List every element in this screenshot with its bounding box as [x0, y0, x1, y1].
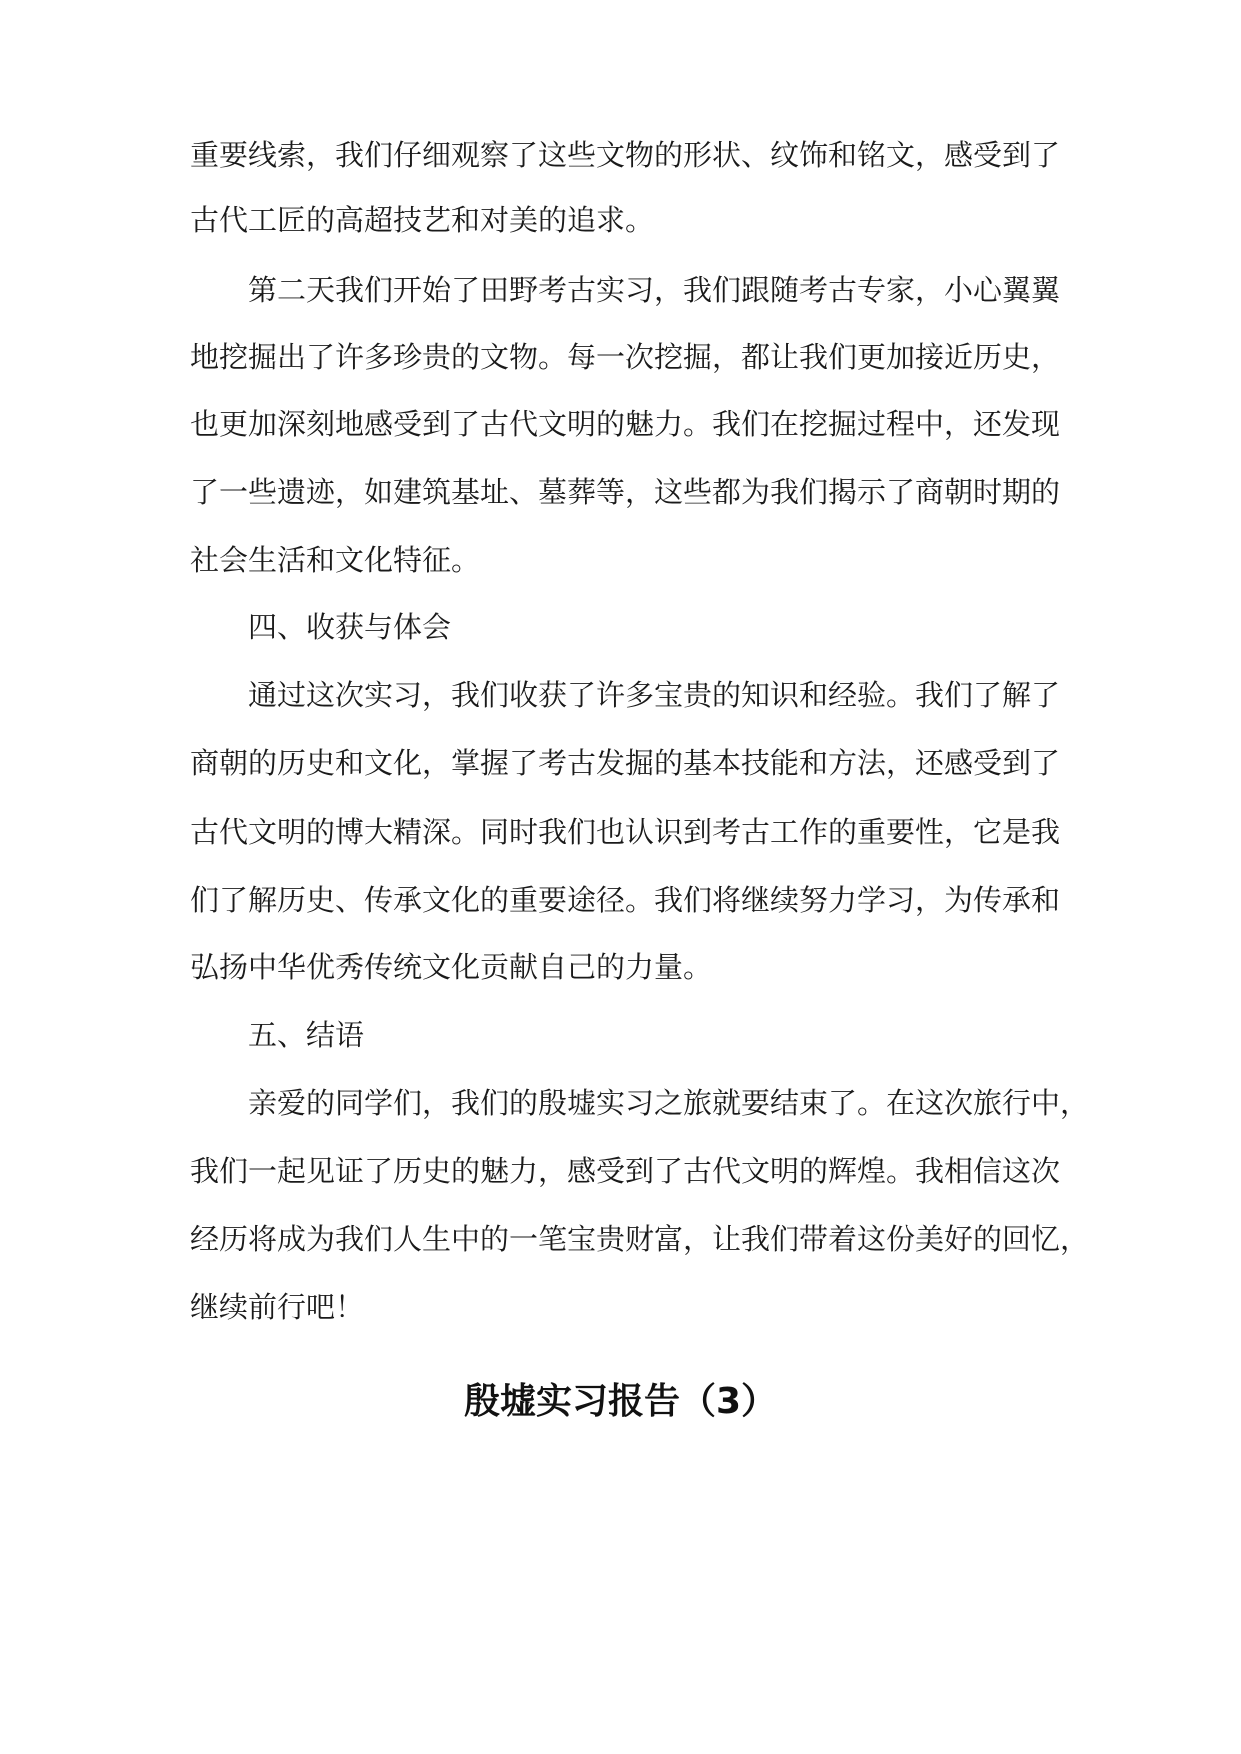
paragraph-line: 也更加深刻地感受到了古代文明的魅力。我们在挖掘过程中，还发现 [190, 407, 1061, 441]
paragraph-line: 第二天我们开始了田野考古实习，我们跟随考古专家，小心翼翼 [248, 273, 1061, 307]
paragraph-line: 弘扬中华优秀传统文化贡献自己的力量。 [190, 950, 713, 984]
paragraph-line: 地挖掘出了许多珍贵的文物。每一次挖掘，都让我们更加接近历史， [190, 340, 1061, 374]
paragraph-line: 社会生活和文化特征。 [190, 543, 481, 577]
paragraph-line: 古代文明的博大精深。同时我们也认识到考古工作的重要性，它是我 [190, 815, 1061, 849]
paragraph-line: 们了解历史、传承文化的重要途径。我们将继续努力学习，为传承和 [190, 883, 1061, 917]
paragraph-line: 通过这次实习，我们收获了许多宝贵的知识和经验。我们了解了 [248, 678, 1061, 712]
paragraph-line: 继续前行吧！ [190, 1290, 365, 1324]
paragraph-line: 了一些遗迹，如建筑基址、墓葬等，这些都为我们揭示了商朝时期的 [190, 475, 1061, 509]
paragraph-line: 我们一起见证了历史的魅力，感受到了古代文明的辉煌。我相信这次 [190, 1154, 1061, 1188]
section-heading: 四、收获与体会 [248, 610, 452, 644]
report-title: 殷墟实习报告（3） [463, 1381, 778, 1422]
paragraph-line: 经历将成为我们人生中的一笔宝贵财富，让我们带着这份美好的回忆， [190, 1222, 1090, 1256]
paragraph-line: 重要线索，我们仔细观察了这些文物的形状、纹饰和铭文，感受到了 [190, 138, 1061, 172]
paragraph-line: 亲爱的同学们，我们的殷墟实习之旅就要结束了。在这次旅行中， [248, 1086, 1090, 1120]
paragraph-line: 古代工匠的高超技艺和对美的追求。 [190, 203, 655, 237]
paragraph-line: 商朝的历史和文化，掌握了考古发掘的基本技能和方法，还感受到了 [190, 746, 1061, 780]
section-heading: 五、结语 [248, 1018, 365, 1052]
